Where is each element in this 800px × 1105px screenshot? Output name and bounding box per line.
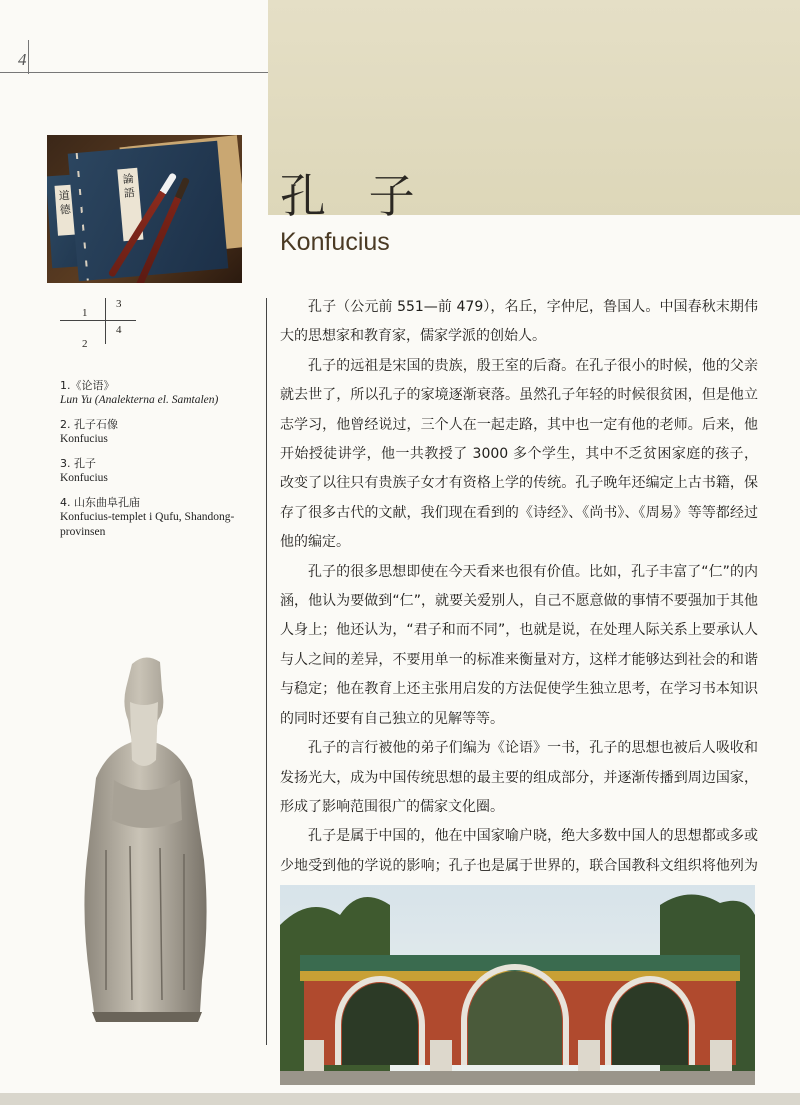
article-body	[280, 293, 758, 911]
caption-2	[60, 417, 265, 447]
column-divider	[266, 298, 267, 1045]
paragraph-1: 孔子（公元前 551—前 479），名丘，字仲尼，鲁国人。中国春秋末期伟大的思想家和教育家，儒家学派的创始人。	[280, 299, 758, 345]
small-book-label: 道德	[55, 185, 76, 236]
corner-rule-horizontal	[0, 72, 268, 73]
index-num-4: 4	[116, 324, 122, 336]
paragraph-2: 孔子的远祖是宋国的贵族，殷王室的后裔。在孔子很小的时候，他的父亲就去世了，所以孔子的家境逐渐衰落。虽然孔子年轻的时候很贫困，但是他立志学习，他曾经说过，三个人在一起走路，其中也一定有他的老师。后来，他开始授徒讲学，他一共教授了 3000 多个学生，其中不乏贫困家庭的孩子，改变了以往只有贵族子女才有资格上学的传统。孔子晚年还编定上古书籍，保存了很多古代的文献，我们现在看到的《诗经》、《尚书》、《周易》等等都经过他的编定。	[280, 357, 758, 551]
index-vertical-line	[105, 298, 106, 344]
paragraph-5: 孔子是属于中国的，他在中国家喻户晓，绝大多数中国人的思想都或多或少地受到他的学说的影响；孔子也是属于世界的，联合国教科文组织将他列为	[280, 828, 758, 874]
index-horizontal-line	[60, 320, 136, 321]
caption-2-text: Konfucius	[60, 433, 108, 445]
caption-1	[60, 378, 265, 408]
corner-rule-vertical	[28, 40, 29, 74]
caption-3-text: Konfucius	[60, 472, 108, 484]
page-number: 4	[18, 50, 27, 69]
qufu-temple-gate-photo	[280, 885, 755, 1085]
image-index-diagram	[60, 298, 140, 358]
image-captions	[60, 378, 265, 549]
caption-4-zh: 4. 山东曲阜孔庙	[60, 496, 140, 509]
paragraph-3: 孔子的很多思想即使在今天看来也很有价值。比如，孔子丰富了“仁”的内涵，他认为要做到“仁”，就要关爱别人，自己不愿意做的事情不要强加于其他人身上；他还认为，“君子和而不同”，也就是说，在处理人际关系上要承认人与人之间的差异，不要用单一的标准来衡量对方，这样才能够达到社会的和谐与稳定；他在教育上还主张用启发的方法促使学生独立思考，在学习书本知识的同时还要有自己独立的见解等等。	[280, 563, 758, 727]
index-num-3: 3	[116, 298, 122, 310]
paragraph-4: 孔子的言行被他的弟子们编为《论语》一书，孔子的思想也被后人吸收和发扬光大，成为中国传统思想的最主要的组成部分，并逐渐传播到周边国家，形成了影响范围很广的儒家文化圈。	[280, 740, 758, 815]
caption-4	[60, 495, 265, 540]
caption-1-text: Lun Yu (Analekterna el. Samtalen)	[60, 394, 219, 406]
caption-4-text: Konfucius-templet i Qufu, Shandong-provinsen	[60, 511, 235, 538]
caption-2-zh: 2. 孔子石像	[60, 418, 118, 431]
page-bottom-band	[0, 1093, 800, 1105]
confucius-statue-photo	[70, 650, 220, 1025]
caption-3-zh: 3. 孔子	[60, 457, 96, 470]
page-title-zh: 孔 子	[280, 169, 429, 223]
page-title-en: Konfucius	[280, 228, 390, 256]
front-book-label: 論語	[117, 168, 143, 241]
lunyu-book-photo	[47, 135, 242, 283]
caption-1-zh: 1.《论语》	[60, 379, 115, 392]
index-num-1: 1	[82, 307, 88, 319]
caption-3	[60, 456, 265, 486]
index-num-2: 2	[82, 338, 88, 350]
